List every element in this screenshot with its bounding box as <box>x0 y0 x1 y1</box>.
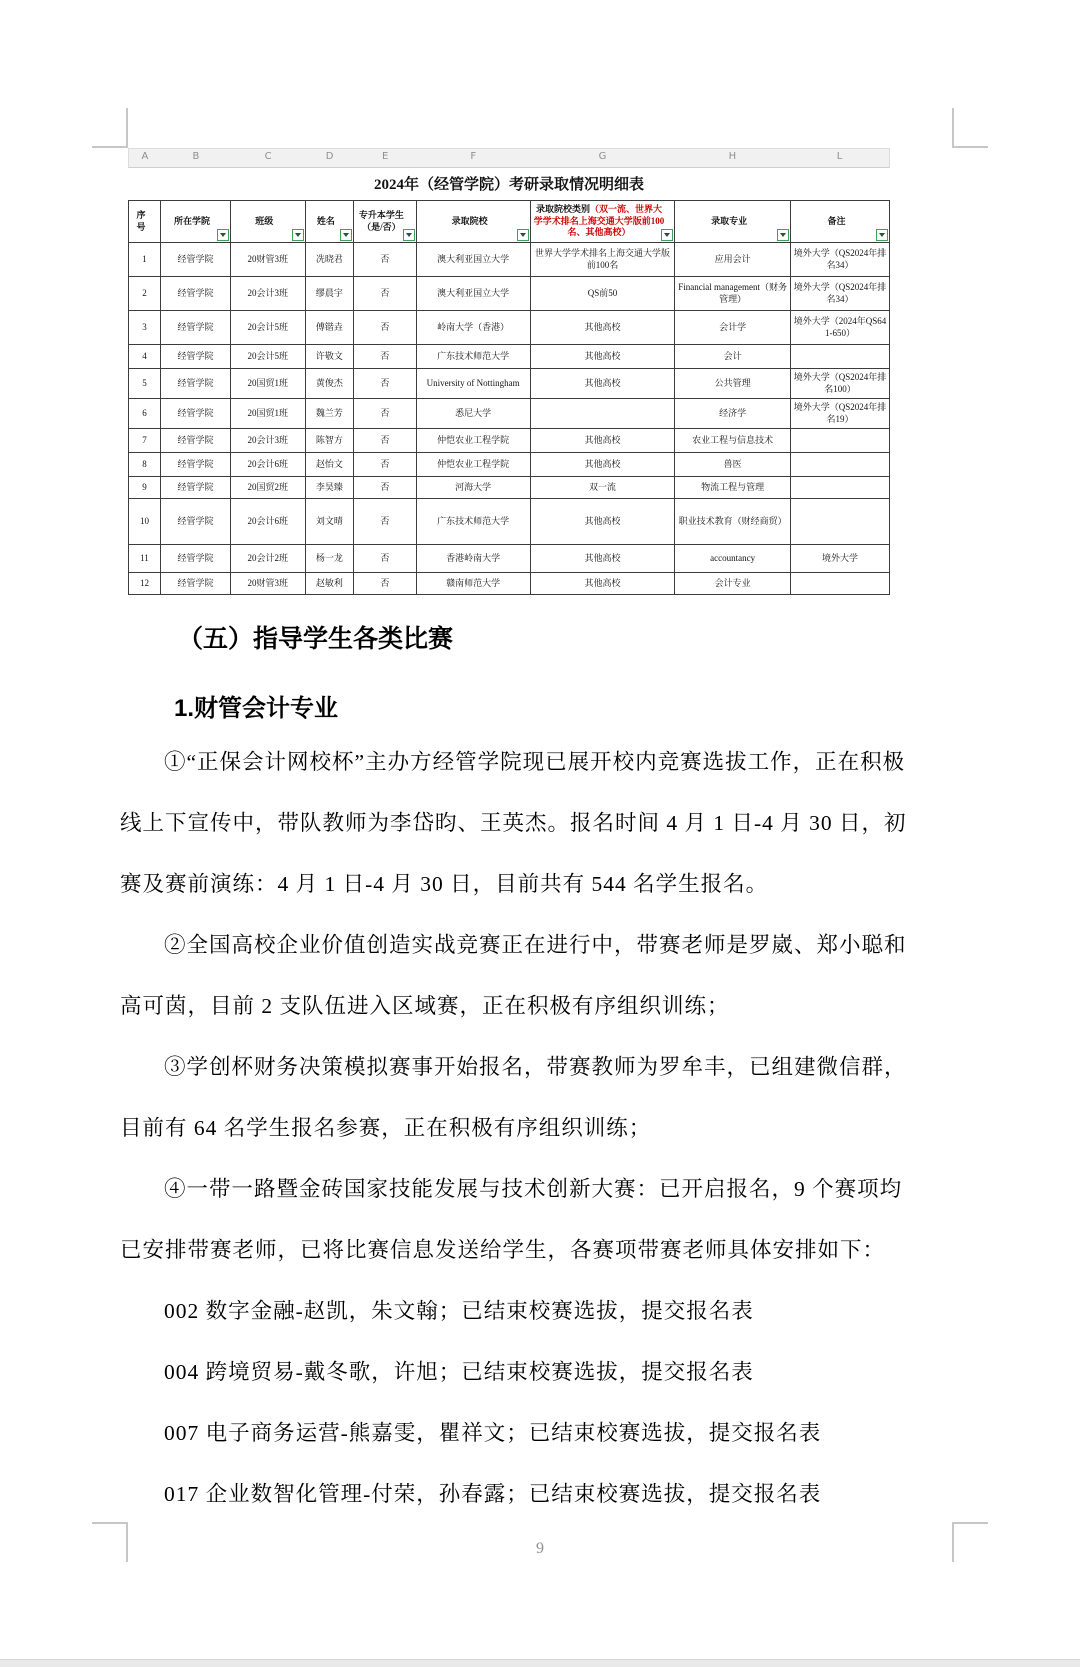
table-cell: 10 <box>129 499 161 545</box>
column-letter: F <box>470 151 477 162</box>
table-cell: 否 <box>354 573 416 595</box>
filter-dropdown-icon <box>876 229 888 241</box>
table-cell: 境外大学（QS2024年排名100） <box>791 369 890 399</box>
paragraph-line: ②全国高校企业价值创造实战竞赛正在进行中，带赛老师是罗崴、郑小聪和 <box>164 933 907 957</box>
column-header <box>416 201 530 243</box>
table-cell: Financial management（财务管理） <box>675 277 791 311</box>
table-cell: 其他高校 <box>530 573 675 595</box>
table-cell: 否 <box>354 499 416 545</box>
admission-table <box>128 200 890 595</box>
filter-dropdown-icon <box>517 229 529 241</box>
table-cell: 12 <box>129 573 161 595</box>
table-cell: 广东技术师范大学 <box>416 499 530 545</box>
table-cell: 经管学院 <box>160 573 230 595</box>
table-cell: 澳大利亚国立大学 <box>416 277 530 311</box>
table-cell: 否 <box>354 311 416 345</box>
table-cell <box>791 499 890 545</box>
paragraph-line: 已安排带赛老师，已将比赛信息发送给学生，各赛项带赛老师具体安排如下： <box>120 1238 886 1262</box>
section-heading: （五）指导学生各类比赛 <box>178 625 454 653</box>
filter-dropdown-icon <box>340 229 352 241</box>
column-header <box>230 201 305 243</box>
table-cell: 5 <box>129 369 161 399</box>
table-cell <box>791 429 890 453</box>
column-header <box>675 201 791 243</box>
paragraph-line: 目前有 64 名学生报名参赛，正在积极有序组织训练； <box>120 1116 652 1140</box>
column-header <box>354 201 416 243</box>
table-title: 2024年（经管学院）考研录取情况明细表 <box>373 177 644 193</box>
table-cell: 8 <box>129 453 161 477</box>
filter-dropdown-icon <box>777 229 789 241</box>
table-cell: 仲恺农业工程学院 <box>416 429 530 453</box>
table-cell: 应用会计 <box>675 243 791 277</box>
table-cell: 农业工程与信息技术 <box>675 429 791 453</box>
table-cell: 经管学院 <box>160 429 230 453</box>
table-cell: 20会计6班 <box>230 453 305 477</box>
table-cell: QS前50 <box>530 277 675 311</box>
table-cell: 会计 <box>675 345 791 369</box>
table-cell: 其他高校 <box>530 369 675 399</box>
table-cell: 香港岭南大学 <box>416 545 530 573</box>
table-cell: 境外大学（2024年QS641-650） <box>791 311 890 345</box>
table-cell: 20会计2班 <box>230 545 305 573</box>
table-cell: 经管学院 <box>160 453 230 477</box>
table-cell: 其他高校 <box>530 345 675 369</box>
table-cell: 兽医 <box>675 453 791 477</box>
paragraph-line: 007 电子商务运营-熊嘉雯，瞿祥文；已结束校赛选拔，提交报名表 <box>164 1421 822 1445</box>
table-cell: 20会计5班 <box>230 345 305 369</box>
table-cell: 6 <box>129 399 161 429</box>
spreadsheet-column-letter-strip <box>128 148 890 168</box>
table-cell <box>791 477 890 499</box>
table-cell: 其他高校 <box>530 311 675 345</box>
table-row <box>129 477 890 499</box>
table-cell <box>791 345 890 369</box>
body-paragraphs <box>120 732 907 1525</box>
table-cell: 悉尼大学 <box>416 399 530 429</box>
table-row <box>129 429 890 453</box>
table-cell: 否 <box>354 243 416 277</box>
table-cell: 境外大学（QS2024年排名19） <box>791 399 890 429</box>
table-cell: 经管学院 <box>160 499 230 545</box>
column-header <box>791 201 890 243</box>
table-cell: 赣南师范大学 <box>416 573 530 595</box>
table-row <box>129 369 890 399</box>
table-cell: 经管学院 <box>160 545 230 573</box>
table-cell: 仲恺农业工程学院 <box>416 453 530 477</box>
table-cell: 陈智方 <box>305 429 354 453</box>
table-cell: 经管学院 <box>160 345 230 369</box>
table-cell <box>791 573 890 595</box>
column-letter: D <box>325 151 334 162</box>
table-cell: 职业技术教育（财经商贸） <box>675 499 791 545</box>
page-corner-mark-top-right <box>952 108 988 148</box>
column-letter: C <box>264 151 272 162</box>
table-cell: accountancy <box>675 545 791 573</box>
column-letter: L <box>836 151 843 162</box>
table-cell: 杨一龙 <box>305 545 354 573</box>
column-header-label: 录取专业 <box>711 215 748 226</box>
table-cell: 澳大利亚国立大学 <box>416 243 530 277</box>
table-cell: 否 <box>354 429 416 453</box>
table-cell: 否 <box>354 345 416 369</box>
table-cell: 否 <box>354 453 416 477</box>
table-cell: 物流工程与管理 <box>675 477 791 499</box>
table-cell: 9 <box>129 477 161 499</box>
table-cell: 赵怡文 <box>305 453 354 477</box>
table-cell: 2 <box>129 277 161 311</box>
column-letter: G <box>598 151 607 162</box>
table-row <box>129 399 890 429</box>
column-header-label: 姓名 <box>316 215 335 226</box>
table-cell: 李昊臻 <box>305 477 354 499</box>
table-cell: 否 <box>354 545 416 573</box>
table-row <box>129 573 890 595</box>
column-header-note-red: （双一流、世界大学学术排名上海交通大学版前100名、其他高校） <box>533 203 665 238</box>
table-cell: 其他高校 <box>530 499 675 545</box>
table-row <box>129 345 890 369</box>
table-cell: 会计专业 <box>675 573 791 595</box>
table-cell: 否 <box>354 369 416 399</box>
admission-table-screenshot <box>128 148 890 595</box>
paragraph-line: 高可茵，目前 2 支队伍进入区域赛，正在积极有序组织训练； <box>120 994 730 1018</box>
table-cell: 20国贸1班 <box>230 399 305 429</box>
table-cell: 境外大学（QS2024年排名34） <box>791 243 890 277</box>
table-cell: 公共管理 <box>675 369 791 399</box>
column-header-label: 录取院校 <box>451 215 488 226</box>
column-header <box>160 201 230 243</box>
paragraph-line: 017 企业数智化管理-付荣，孙春露；已结束校赛选拔，提交报名表 <box>164 1482 822 1506</box>
table-cell: 会计学 <box>675 311 791 345</box>
table-cell: 其他高校 <box>530 453 675 477</box>
table-cell <box>530 399 675 429</box>
table-cell: 否 <box>354 399 416 429</box>
page-number: 9 <box>536 1540 544 1557</box>
column-letter: E <box>381 151 389 162</box>
table-row <box>129 243 890 277</box>
paragraph-line: 002 数字金融-赵凯，朱文翰；已结束校赛选拔，提交报名表 <box>164 1299 754 1323</box>
table-cell: 20财管3班 <box>230 573 305 595</box>
column-header-label: 专升本学生（是/否） <box>358 209 404 232</box>
table-cell: 1 <box>129 243 161 277</box>
table-cell: University of Nottingham <box>416 369 530 399</box>
column-header-label: 班级 <box>255 215 274 226</box>
table-cell: 河海大学 <box>416 477 530 499</box>
table-cell: 魏兰芳 <box>305 399 354 429</box>
column-header <box>530 201 675 243</box>
column-header <box>129 201 161 243</box>
document-body <box>120 616 907 1525</box>
table-cell: 岭南大学（香港） <box>416 311 530 345</box>
table-cell: 经管学院 <box>160 399 230 429</box>
table-cell: 否 <box>354 277 416 311</box>
table-cell: 20会计3班 <box>230 429 305 453</box>
paragraph-line: 线上下宣传中，带队教师为李岱昀、王英杰。报名时间 4 月 1 日-4 月 30 日，初 <box>120 811 907 835</box>
table-cell: 4 <box>129 345 161 369</box>
paragraph-line: ①“正保会计网校杯”主办方经管学院现已展开校内竞赛选拔工作，正在积极 <box>164 750 906 774</box>
table-cell: 11 <box>129 545 161 573</box>
table-cell: 经管学院 <box>160 477 230 499</box>
table-cell: 双一流 <box>530 477 675 499</box>
table-cell: 20会计5班 <box>230 311 305 345</box>
column-header <box>305 201 354 243</box>
table-cell: 世界大学学术排名上海交通大学版前100名 <box>530 243 675 277</box>
filter-dropdown-icon <box>217 229 229 241</box>
column-header-label: 序号 <box>136 209 146 232</box>
paragraph-line: 赛及赛前演练：4 月 1 日-4 月 30 日，目前共有 544 名学生报名。 <box>120 872 769 896</box>
subsection-heading: 1.财管会计专业 <box>174 695 339 722</box>
filter-dropdown-icon <box>403 229 415 241</box>
filter-dropdown-icon <box>292 229 304 241</box>
table-cell: 经济学 <box>675 399 791 429</box>
table-cell: 广东技术师范大学 <box>416 345 530 369</box>
table-cell: 其他高校 <box>530 429 675 453</box>
column-header-label: 备注 <box>827 215 846 226</box>
table-cell: 许敬文 <box>305 345 354 369</box>
table-cell: 缪晨宇 <box>305 277 354 311</box>
table-cell: 20会计6班 <box>230 499 305 545</box>
table-cell: 经管学院 <box>160 369 230 399</box>
column-letter: A <box>141 151 149 162</box>
filter-dropdown-icon <box>661 229 673 241</box>
paragraph-line: ④一带一路暨金砖国家技能发展与技术创新大赛：已开启报名，9 个赛项均 <box>164 1177 903 1201</box>
table-cell: 经管学院 <box>160 277 230 311</box>
paragraph-line: ③学创杯财务决策模拟赛事开始报名，带赛教师为罗牟丰，已组建微信群， <box>164 1055 907 1079</box>
table-cell <box>791 453 890 477</box>
column-letter: B <box>192 151 200 162</box>
table-cell: 20国贸2班 <box>230 477 305 499</box>
table-cell: 傅锴垚 <box>305 311 354 345</box>
table-cell: 刘文晴 <box>305 499 354 545</box>
table-row <box>129 311 890 345</box>
table-cell: 20会计3班 <box>230 277 305 311</box>
column-header-label: 录取院校类别 <box>536 203 591 214</box>
table-cell: 20财管3班 <box>230 243 305 277</box>
table-cell: 其他高校 <box>530 545 675 573</box>
table-cell: 赵敏利 <box>305 573 354 595</box>
page-bottom-gap <box>0 1659 1080 1667</box>
table-cell: 20国贸1班 <box>230 369 305 399</box>
table-cell: 7 <box>129 429 161 453</box>
table-row <box>129 545 890 573</box>
table-row <box>129 277 890 311</box>
table-cell: 境外大学 <box>791 545 890 573</box>
table-row <box>129 453 890 477</box>
table-cell: 否 <box>354 477 416 499</box>
table-cell: 冼晓君 <box>305 243 354 277</box>
table-row <box>129 499 890 545</box>
table-cell: 境外大学（QS2024年排名34） <box>791 277 890 311</box>
column-header-label: 所在学院 <box>173 215 210 226</box>
paragraph-line: 004 跨境贸易-戴冬歌，许旭；已结束校赛选拔，提交报名表 <box>164 1360 754 1384</box>
table-cell: 黄俊杰 <box>305 369 354 399</box>
page-corner-mark-top-left <box>92 108 128 148</box>
table-cell: 经管学院 <box>160 243 230 277</box>
table-cell: 3 <box>129 311 161 345</box>
table-cell: 经管学院 <box>160 311 230 345</box>
column-letter: H <box>728 151 737 162</box>
